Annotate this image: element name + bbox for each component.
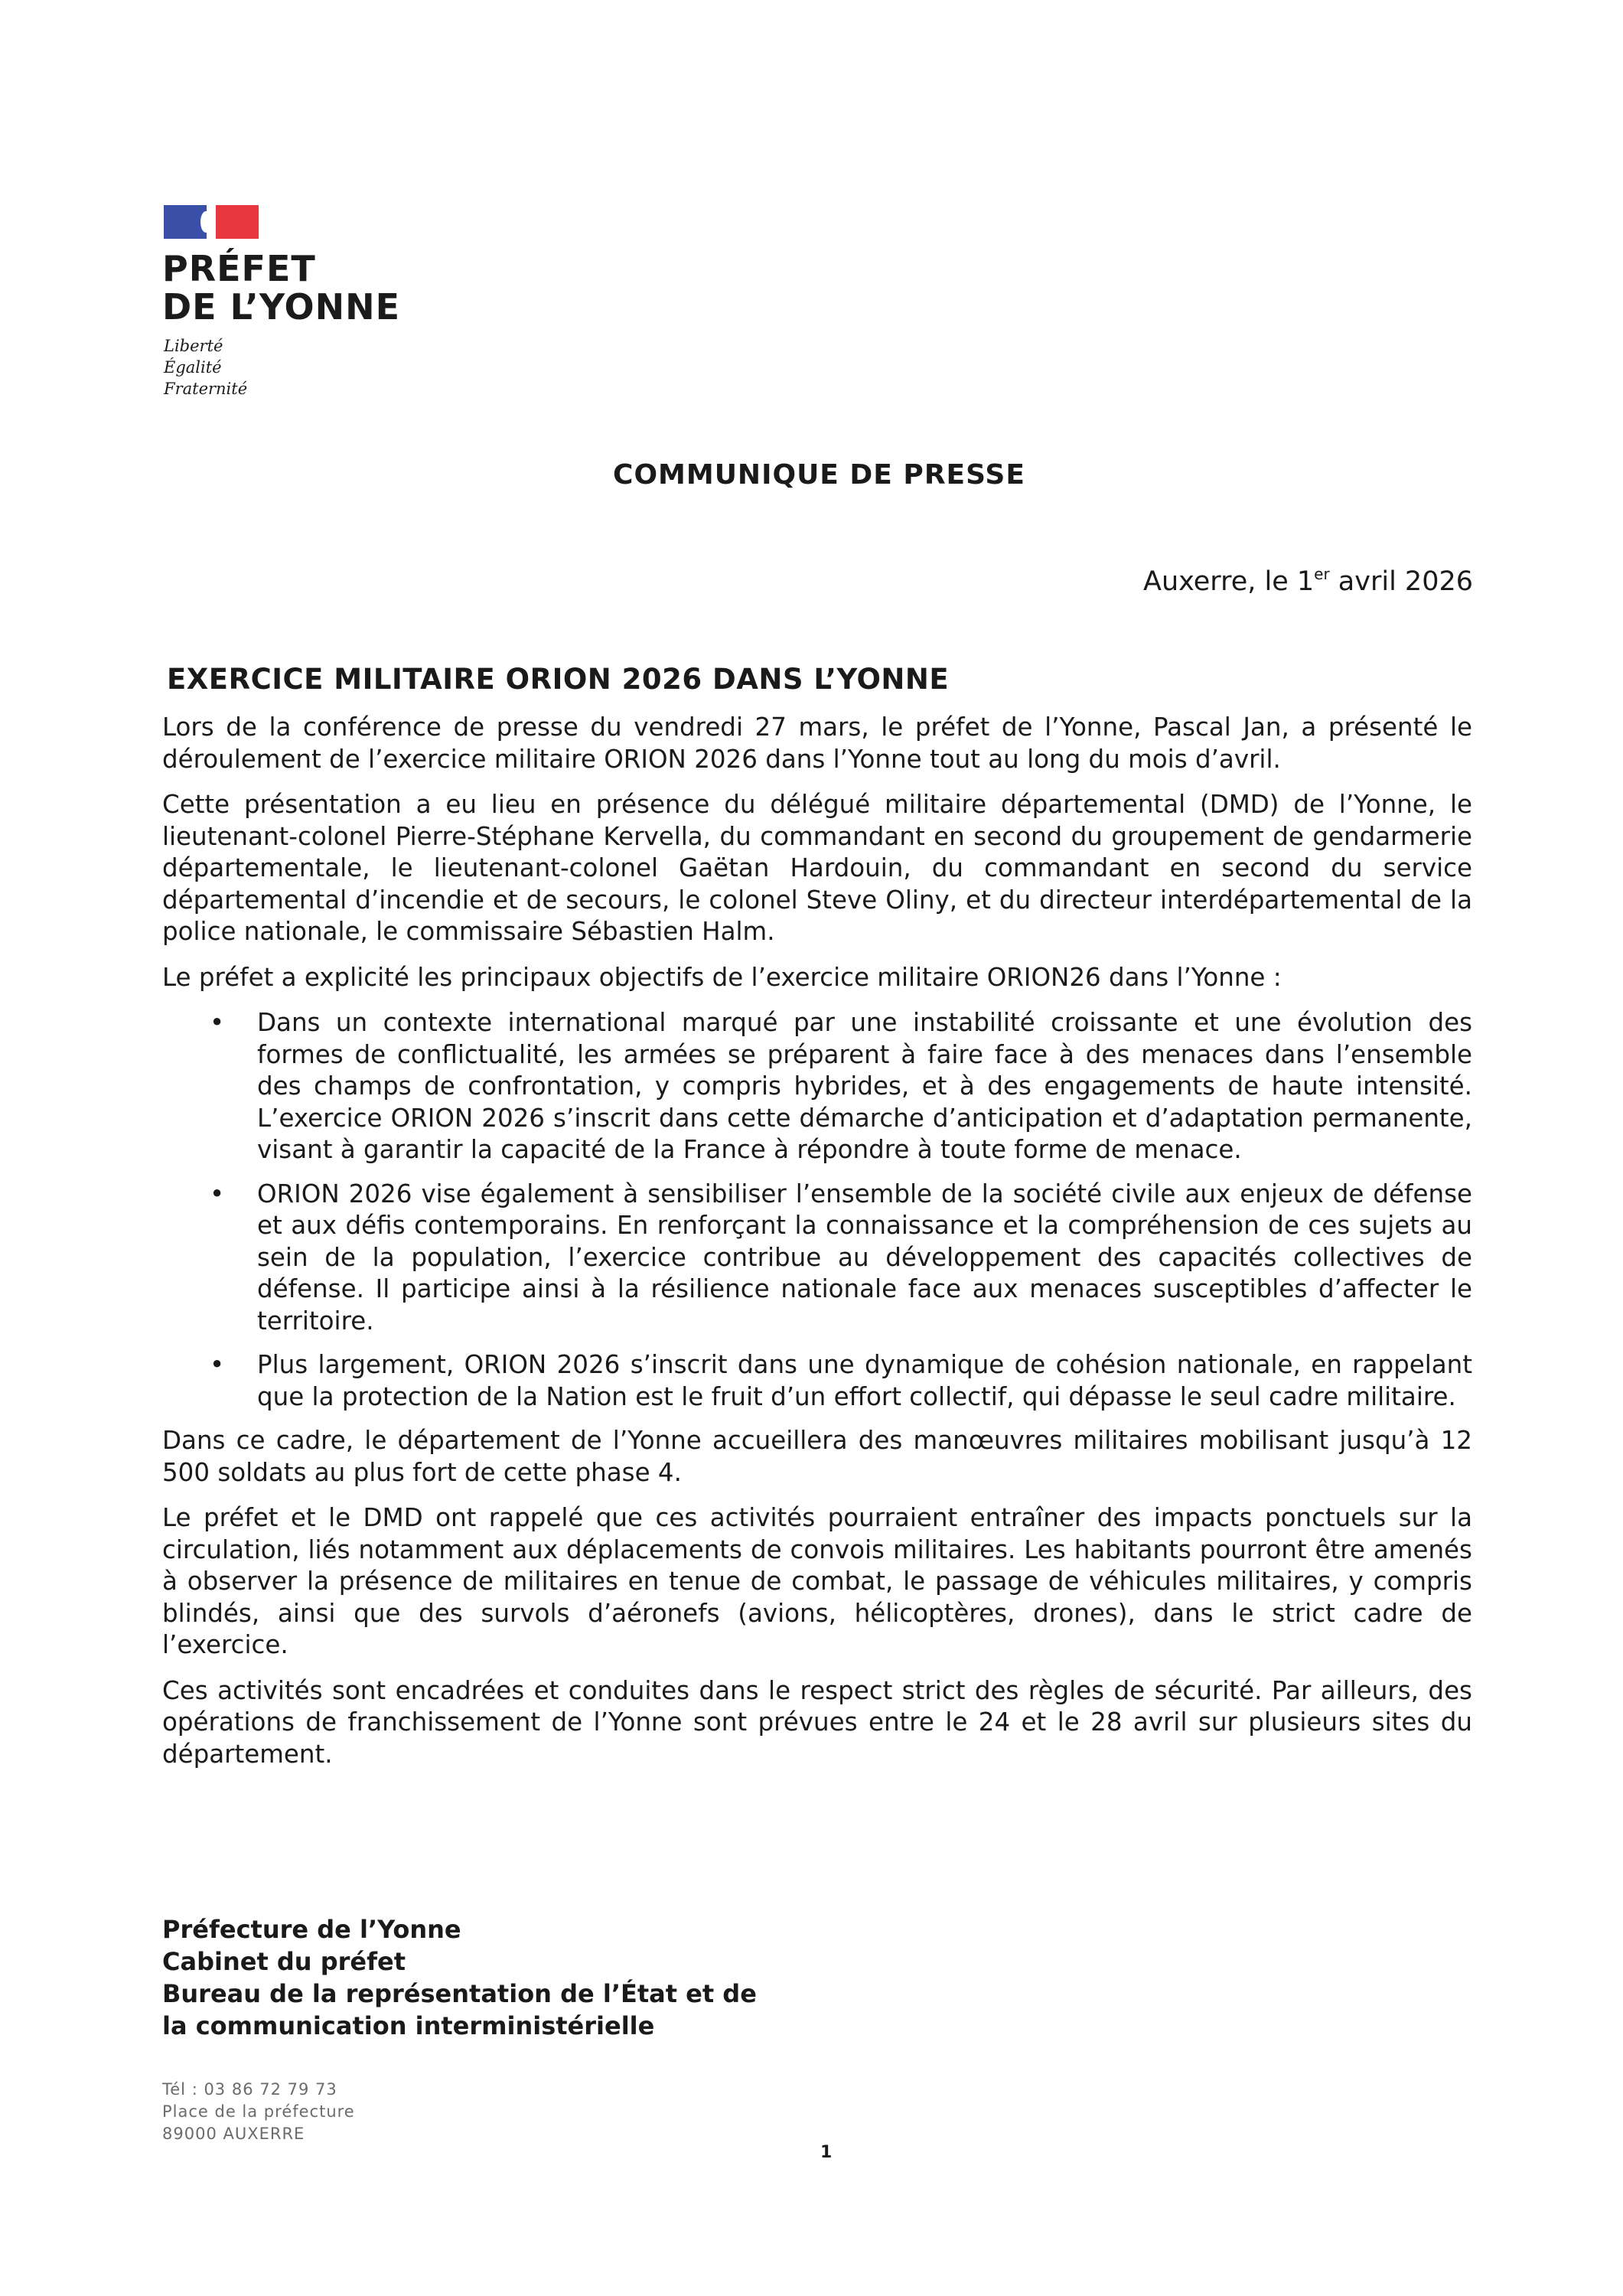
document-type-title: COMMUNIQUE DE PRESSE [613,459,1025,491]
signature-line: la communication interministérielle [162,2011,655,2040]
contact-city: 89000 AUXERRE [162,2125,305,2143]
signature-line: Préfecture de l’Yonne [162,1915,461,1944]
flag-blue-band [164,205,207,239]
bullet-icon: • [210,1179,225,1208]
contact-block [162,2079,355,2145]
signature-line: Cabinet du préfet [162,1947,406,1976]
list-item [162,1349,1472,1413]
motto-egalite: Égalité [164,358,222,377]
contact-address: Place de la préfecture [162,2102,355,2121]
paragraph-troops: Dans ce cadre, le département de l’Yonne accueillera des manœuvres militaires mobilisant jusqu’à 12 500 soldats au plus fort de cette phase 4. [162,1426,1472,1487]
paragraph-safety: Ces activités sont encadrées et conduites dans le respect strict des règles de sécurité. Par ailleurs, des opérations de franchissement de l’Yonne sont prévues entre le 24 et le 28 avril sur plusieurs sites du département. [162,1675,1472,1769]
document-date [1143,565,1473,597]
objective-text: Plus largement, ORION 2026 s’inscrit dans une dynamique de cohésion nationale, en rappelant que la protection de la Nation est le fruit d’un effort collectif, qui dépasse le seul cadre militaire. [257,1350,1472,1411]
article-body [162,712,1472,1784]
paragraph-attendees: Cette présentation a eu lieu en présence du délégué militaire départemental (DMD) de l’Yonne, le lieutenant-colonel Pierre-Stéphane Kervella, du commandant en second du groupement de gendarmerie départementale, le lieutenant-colonel Gaëtan Hardouin, du commandant en second du service départemental d’incendie et de secours, le colonel Steve Oliny, et du directeur interdépartemental de la police nationale, le commissaire Sébastien Halm. [162,790,1472,946]
date-suffix: avril 2026 [1329,566,1473,597]
date-superscript: er [1314,565,1330,583]
objective-text: ORION 2026 vise également à sensibiliser l’ensemble de la société civile aux enjeux de défense et aux défis contemporains. En renforçant la connaissance et la compréhension de ces sujets au sein de la population, l’exercice contribue au développement des capacités collectives de défense. Il participe ainsi à la résilience nationale face aux menaces susceptibles d’affecter le territoire. [257,1179,1472,1336]
page-number: 1 [820,2143,833,2162]
list-item [162,1007,1472,1166]
objective-text: Dans un contexte international marqué par une instabilité croissante et une évolution des formes de conflictualité, les armées se préparent à faire face à des menaces dans l’ensemble des champs de confrontation, y compris hybrides, et à des engagements de haute intensité. L’exercice ORION 2026 s’inscrit dans cette démarche d’anticipation et d’adaptation permanente, visant à garantir la capacité de la France à répondre à toute forme de menace. [257,1008,1472,1164]
signature-line: Bureau de la représentation de l’État et de [162,1979,757,2008]
motto-liberte: Liberté [164,337,223,355]
prefecture-brand [162,249,400,326]
signature-block [162,1913,757,2042]
paragraph-objectives-lead: Le préfet a explicité les principaux objectifs de l’exercice militaire ORION26 dans l’Yonne : [162,962,1282,992]
bullet-icon: • [210,1008,225,1037]
brand-line-1: PRÉFET [162,248,316,289]
list-item [162,1179,1472,1338]
article-heading: EXERCICE MILITAIRE ORION 2026 DANS L’YONNE [167,663,950,696]
marianne-logo-icon [164,205,259,239]
flag-red-band [216,205,259,239]
objectives-list [162,1007,1472,1413]
paragraph-impacts: Le préfet et le DMD ont rappelé que ces activités pourraient entraîner des impacts ponctuels sur la circulation, liés notamment aux déplacements de convois militaires. Les habitants pourront être amenés à observer la présence de militaires en tenue de combat, le passage de véhicules militaires, y compris blindés, ainsi que des survols d’aéronefs (avions, hélicoptères, drones), dans le strict cadre de l’exercice. [162,1503,1472,1659]
brand-line-2: DE L’YONNE [162,286,401,328]
republic-motto [164,335,247,400]
bullet-icon: • [210,1350,225,1379]
contact-phone: Tél : 03 86 72 79 73 [162,2080,337,2099]
date-prefix: Auxerre, le 1 [1143,566,1315,597]
motto-fraternite: Fraternité [164,380,248,398]
paragraph-intro: Lors de la conférence de presse du vendredi 27 mars, le préfet de l’Yonne, Pascal Jan, a présenté le déroulement de l’exercice militaire ORION 2026 dans l’Yonne tout au long du mois d’avril. [162,713,1472,774]
